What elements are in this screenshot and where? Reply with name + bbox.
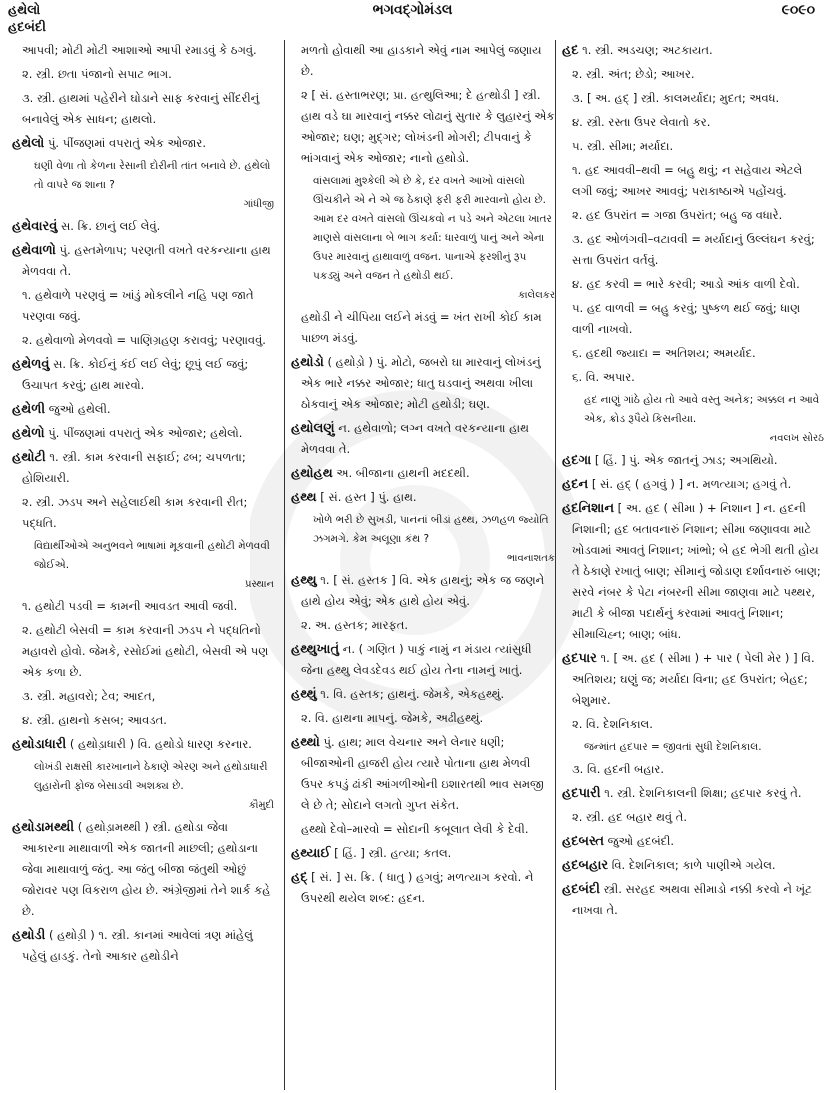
definition-text: પું. હાથ; માલ વેચનાર અને લેનાર ધણી; બીજાઓની હાજરી હોય ત્યારે પોતાના હાથ મેળવી ઉપર કપડું ઢાંકી આંગળીઓની ઇશારતથી ભાવ સમજી લે છે તે; સોદાને લગતો ગુપ્ત સંકેત. [301, 735, 544, 812]
definition-text: સ. ક્રિ. કોઈનું કંઈ લઈ લેવું; છૂપું લઈ જવું; ઉચાપત કરવું; હાથ મારવો. [22, 357, 249, 392]
quote-source: કૌમુદી [248, 800, 274, 811]
dictionary-entry [291, 867, 555, 909]
definition-text: [ સં. હદ્ ( હગવું ) ] ન. મળત્યાગ; હગવું તે. [588, 477, 792, 491]
definition-text: ૧. [ અ. હદ ( સીમા ) + પાર ( પેલી મેર ) ] વિ. અતિશય; ઘણું જ; મર્યાદા વિના; હદ ઉપરાંત; બેહદ; બેશુમાર. [572, 651, 815, 707]
sub-sense: ૨. વિ. હાથના માપનું. જેમકે, અઢીહથ્થું. [301, 711, 484, 725]
sub-sense: ૬. હદથી જ્યાદા = અતિશય; અમર્યાદ. [572, 346, 756, 360]
dictionary-entry [12, 399, 274, 420]
definition-text: [ અ. હદ ( સીમા ) + નિશાન ] ન. હદની નિશાની; હદ બતાવનારું નિશાન; સીમા જણાવવા માટે ખોડવામાં આવતું નિશાન; ખાંભો; બે હદ ભેગી થતી હોય તે ઠેકાણે રખાતું બાણ; સીમાનું જોડાણ દર્શાવનારું બાણ; સરવે નંબર કે પેટા નંબરની સીમા જાણવા માટે પથ્થર, માટી કે બીજા પદાર્થનું કરવામાં આવતું નિશાન; સીમાચિહ્ન; બાણ; બાંધ. [572, 501, 821, 641]
dictionary-entry [291, 732, 555, 816]
dictionary-entry [12, 216, 274, 237]
headword: હથ્થુખાતું [291, 642, 340, 657]
dictionary-entry [562, 450, 824, 471]
dictionary-entry [12, 817, 274, 922]
definition-text: ( હથોડ઼ો ) પું. મોટો, જબરો ઘા મારવાનું લોખંડનું એક ભારે નક્કર ઓજાર; ધાતુ ઘડવાનું અથવા ખીલા ઠોકવાનું એક ઓજાર; મોટી હથોડી; ઘણ. [301, 355, 541, 411]
sub-sense: ૩. હદ ઓળંગવી–વટાવવી = મર્યાદાનું ઉલ્લંઘન કરવું; સત્તા ઉપરાંત વર્તવું. [572, 232, 815, 267]
dictionary-entry [291, 639, 555, 681]
dictionary-entry [12, 925, 274, 967]
definition-text: અ. બીજાના હાથની મદદથી. [332, 466, 470, 480]
headword: હથોહથ [291, 466, 333, 481]
sub-sense: ૩. વિ. હદની બહાર. [572, 762, 664, 776]
sub-sense: ૨. હથોટી બેસવી = કામ કરવાની ઝડપ ને પદ્ધતિનો મહાવરો હોવો. જેમકે, રસોઈમાં હથોટી, બેસવી એ પણ એક કળા છે. [22, 623, 269, 679]
example-quote: ખોળે ભરી છે સુખડી, પાનનાં બીડાં હથ્થ, ઝળહળ જ્યોતિ ઝગમગે. કેમ અલૂણા કંથ ? [313, 514, 549, 545]
column-2 [284, 40, 555, 1090]
definition-text: જુઓ હદબંદી. [604, 834, 675, 848]
headword: હદબહાર [562, 858, 609, 873]
dictionary-entry [562, 474, 824, 495]
dictionary-title: ભગવદ્ગોમંડલ [372, 2, 453, 18]
dictionary-entry [12, 133, 274, 154]
sub-sense: ૧. હદ આવવી–થવી = બહુ થવું; ન સહેવાય એટલે લગી જવું; આખર આવવું; પરાકાષ્ઠાએ પહોંચવું. [572, 163, 803, 198]
sub-sense: ૨. સ્ત્રી. ઝડપ અને સહેલાઈથી કામ કરવાની રીત; પદ્ધતિ. [22, 495, 248, 530]
headword: હથેળો [12, 426, 45, 441]
page-number: ૯૦૯૦ [781, 2, 815, 18]
dictionary-entry [291, 463, 555, 484]
dictionary-entry [291, 570, 555, 612]
headword: હથોલણું [291, 421, 335, 436]
sub-sense: ૩. સ્ત્રી. હાથમાં પહેરીને ઘોડાને સાફ કરવાનું સીંદરીનું બનાવેલું એક સાધન; હાથલો. [22, 91, 260, 126]
example-quote: જન્માંત હદપાર = જીવતાં સુધી દેશનિકાલ. [584, 741, 762, 753]
headword: હથેળવું [12, 357, 50, 372]
definition-text: વિ. દેશનિકાલ; કાળે પાણીએ ગયેલ. [608, 858, 776, 872]
guide-word-last: હદબંદી [8, 20, 46, 35]
definition-text: ( હથોડ઼ાધારી ) વિ. હથોડો ધારણ કરનાર. [66, 737, 252, 751]
headword: હથોટી [12, 450, 46, 465]
definition-text: સ. ક્રિ. છાનું લઈ લેવું. [57, 219, 161, 233]
definition-text: [ સં. હસ્ત ] પું. હાથ. [316, 490, 417, 504]
definition-text: સ્ત્રી. સરહદ અથવા સીમાડો નક્કી કરવો ને ખૂંટ નાખવા તે. [572, 882, 812, 917]
sub-sense: ૨. સ્ત્રી. હદ બહાર થવું તે. [572, 810, 687, 824]
definition-text: પું. પીંજણમાં વપરાતું એક ઓજાર. [44, 136, 206, 150]
example-quote: હદ નાણું ગાંઠે હોય તો આવે વસ્તુ અનેક; અક્કલ ન આવે એક, ક્રોડ રૂપૈયે કિસનીયા. [584, 394, 820, 425]
headword: હદપારી [562, 786, 601, 801]
dictionary-entry [12, 734, 274, 755]
column-3 [555, 40, 824, 1090]
definition-text: [ હિં. ] પું. એક જાતનું ઝાડ; અગથિયો. [591, 453, 778, 467]
definition-text: પું. હસ્તમેળાપ; પરણતી વખતે વરકન્યાના હાથ મેળવવા તે. [22, 243, 271, 278]
definition-text: ૧. સ્ત્રી. દેશનિકાલની શિક્ષા; હદપાર કરવું તે. [600, 786, 802, 800]
dictionary-entry [291, 843, 555, 864]
headword: હદપાર [562, 651, 597, 666]
dictionary-entry [291, 418, 555, 460]
headword: હદ્ [291, 870, 308, 885]
sub-sense: હથ્થો દેવો–મારવો = સોદાની કબૂલાત લેવી કે દેવી. [301, 822, 529, 836]
dictionary-entry [12, 354, 274, 396]
dictionary-columns [0, 40, 825, 1090]
sub-sense: ૨. હથેવાળો મેળવવો = પાણિગ્રહણ કરાવવું; પરણાવવું. [22, 333, 266, 347]
headword: હદગા [562, 453, 592, 468]
sub-sense: ૨ [ સં. હસ્તાભરણ; પ્રા. હત્થુલિઆ; દે હત્થોડી ] સ્ત્રી. હાથ વડે ઘા મારવાનું નક્કર લોઢાનું સુતાર કે લુહારનું એક ઓજાર; ઘણ; મુદ્ગર; લોખંડની મોગરી; ટીપવાનું કે ભાંગવાનું એક ઓજાર; નાનો હથોડો. [301, 88, 555, 165]
dictionary-entry [12, 423, 274, 444]
example-quote: વાંસલામાં મુશ્કેલી એ છે કે, દર વખતે આખો વાંસલો ઊંચકીને એ ને એ જ ઠેકાણે ફરી ફરી મારવાનો હોય છે. આમ દર વખતે વાંસલો ઊંચકવો ન પડે અને એટલા ખાતર માણસે વાંસલાના બે ભાગ કર્યા: ધારવાળું પાનું અને એના ઉપર મારવાનું હાથાવાળું વજન. પાનાએ ફરશીનું રૂપ પકડ્યું અને વજન તે હથોડી થઈ. [313, 175, 552, 282]
definition-text: ન. હથેવાળો; લગ્ન વખતે વરકન્યાના હાથ મેળવવા તે. [301, 421, 529, 456]
headword: હથ્યાઈ [291, 846, 331, 861]
dictionary-entry [12, 447, 274, 489]
dictionary-entry [562, 648, 824, 711]
definition-text: ( હથોડ઼ી ) ૧. સ્ત્રી. કાનમાં આવેલાં ત્રણ માંહેલું પહેલું હાડકું. તેનો આકાર હથોડીને [22, 928, 253, 963]
headword: હદનિશાન [562, 501, 615, 516]
sub-sense: હથોડી ને ચીપિયા લઈને મંડવું = ખંત રાખી કોઈ કામ પાછળ મંડવું. [301, 310, 542, 345]
sub-sense: ૫. હદ વાળવી = બહુ કરવું; પુષ્કળ થઈ જવું; ધાણ વાળી નાખવો. [572, 301, 801, 336]
headword: હથ્થ [291, 490, 317, 505]
column-1 [12, 40, 274, 1090]
guide-word-first: હથેલો [8, 3, 41, 18]
dictionary-entry [562, 783, 824, 804]
sub-sense: ૧. હથોટી પડવી = કામની આવડત આવી જવી. [22, 599, 238, 613]
sub-sense: ૨. સ્ત્રી. અંત; છેડો; આખર. [572, 67, 695, 81]
dictionary-entry [291, 487, 555, 508]
definition-text: પું. પીંજણમાં વપરાતું એક ઓજાર; હથેલો. [44, 426, 243, 440]
headword: હથેવારવું [12, 219, 58, 234]
quote-source: ભાવનાશતક [507, 553, 555, 564]
example-quote: વિદ્યાર્થીઓએ અનુભવને ભાષામાં મૂકવાની હથોટી મેળવવી જોઈએ. [34, 540, 270, 571]
quote-source: પ્રસ્થાન [244, 579, 274, 590]
headword: હદ [562, 43, 579, 58]
headword: હદબસ્ત [562, 834, 605, 849]
headword: હથેલો [12, 136, 45, 151]
headword: હથ્થુ [291, 573, 317, 588]
sub-sense: આપવી; મોટી મોટી આશાઓ આપી રમાડવું કે ઠગવું. [22, 43, 257, 57]
headword: હથેળી [12, 402, 46, 417]
dictionary-entry [562, 40, 824, 61]
example-quote: ઘણી વેળા તો કેળના રેસાની દોરીની તાંત બનાવે છે. હથેલો તો વાપરે જ શાના ? [34, 160, 271, 191]
headword: હદબંદી [562, 882, 600, 897]
headword: હદન [562, 477, 589, 492]
sub-sense: ૨. હદ ઉપરાંત = ગજા ઉપરાંત; બહુ જ વધારે. [572, 208, 783, 222]
sub-sense: ૪. સ્ત્રી. હાથનો કસબ; આવડત. [22, 713, 167, 727]
sub-sense: ૩. [ અ. હદ્ ] સ્ત્રી. કાલમર્યાદા; મુદત; અવધ. [572, 91, 780, 105]
sub-sense: ૨. વિ. દેશનિકાલ. [572, 717, 653, 731]
definition-text: [ હિં. ] સ્ત્રી. હત્યા; કતલ. [330, 846, 452, 860]
headword: હથોડી [12, 928, 46, 943]
sub-sense: ૪. સ્ત્રી. રસ્તા ઉપર લેવાતો કર. [572, 115, 711, 129]
sub-sense: ૧. હથેવાળે પરણવું = ખાંડું મોકલીને નહિ પણ જાતે પરણવા જવું. [22, 288, 254, 323]
definition-text: ૧. સ્ત્રી. કામ કરવાની સફાઈ; ઢબ; ચપળતા; હોશિયારી. [22, 450, 246, 485]
sub-sense: ૬. વિ. અપાર. [572, 370, 635, 384]
headword: હથેવાળો [12, 243, 56, 258]
dictionary-entry [291, 352, 555, 415]
dictionary-entry [291, 684, 555, 705]
sub-sense: ૫. સ્ત્રી. સીમા; મર્યાદા. [572, 139, 674, 153]
dictionary-entry [562, 855, 824, 876]
sub-sense: ૨. અ. હસ્તક; મારફત. [301, 618, 409, 632]
headword: હથોડાધારી [12, 737, 67, 752]
example-quote: લોખંડી રાક્ષસી કારખાનાને ઠેકાણે એરણ અને હથોડાધારી લુહારોની ફોજ બેસાડવી અશક્ય છે. [34, 761, 268, 792]
dictionary-entry [562, 498, 824, 645]
quote-source: ગાંધીજી [243, 199, 274, 210]
definition-text: ૧. વિ. હસ્તક; હાથનું. જેમકે, એકહથ્થું. [316, 687, 505, 701]
page-header [0, 0, 825, 42]
definition-text: ૧. સ્ત્રી. અડચણ; અટકાયત. [578, 43, 713, 57]
quote-source: કાલેલકર [518, 290, 555, 301]
definition-text: ન. ( ગણિત ) પાકું નામું ન મંડાય ત્યાંસુધી જેના હથ્થુ લેવડદેવડ થઈ હોય તેના નામનું ખાતું. [301, 642, 532, 677]
dictionary-entry [12, 240, 274, 282]
sub-sense: મળતો હોવાથી આ હાડકાને એવું નામ આપેલું જણાય છે. [301, 43, 542, 78]
headword: હથોડો [291, 355, 324, 370]
sub-sense: ૨. સ્ત્રી. છતા પંજાનો સપાટ ભાગ. [22, 67, 172, 81]
definition-text: ૧. [ સં. હસ્તક ] વિ. એક હાથનું; એક જ જણને હાથે હોય એવું; એક હાથે હોય એવું. [301, 573, 545, 608]
headword: હથોડામથ્થી [12, 820, 75, 835]
sub-sense: ૪. હદ કરવી = ભારે કરવી; આડો આંક વાળી દેવો. [572, 277, 800, 291]
headword: હથ્થો [291, 735, 320, 750]
definition-text: ( હથોડ઼ામથ્થી ) સ્ત્રી. હથોડા જેવા આકારના માથાવાળી એક જાતની માછલી; હથોડાના જેવા માથાવાળું જંતુ. આ જંતુ બીજા જંતુથી ઓછું જોરાવર પણ વિકરાળ હોય છે. અંગ્રેજીમાં તેને શાર્ક કહે છે. [22, 820, 271, 918]
definition-text: જુઓ હથેલી. [45, 402, 111, 416]
dictionary-entry [562, 879, 824, 921]
quote-source: નવલખ સોરઠ [769, 433, 824, 444]
dictionary-entry [562, 831, 824, 852]
definition-text: [ સં. ] સ. ક્રિ. ( ધાતુ ) હગવું; મળત્યાગ કરવો. ને ઉપરથી થયેલ શબ્દ: હદન. [301, 870, 534, 905]
sub-sense: ૩. સ્ત્રી. મહાવરો; ટેવ; આદત, [22, 689, 156, 703]
headword: હથ્થું [291, 687, 317, 702]
